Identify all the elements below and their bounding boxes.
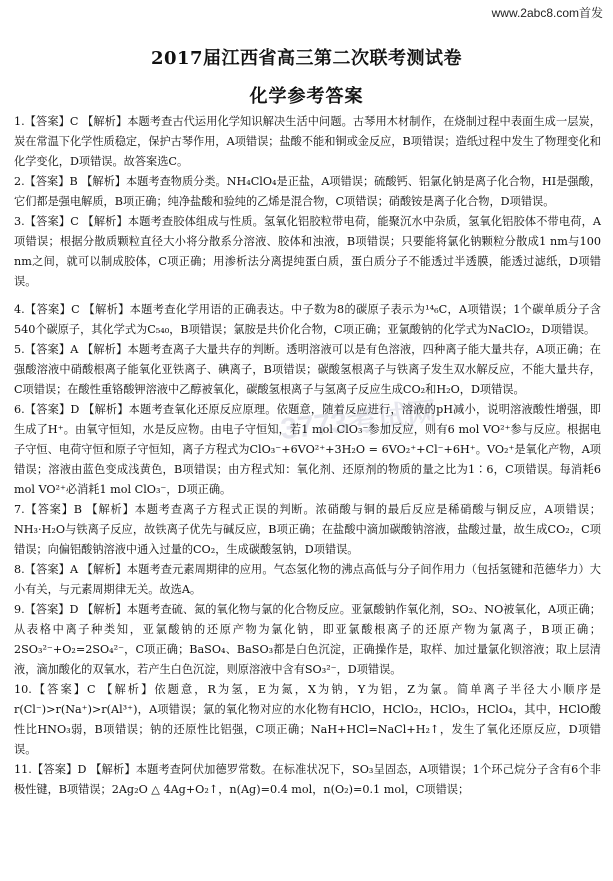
- answer-item-6: 6.【答案】D 【解析】本题考查氧化还原反应原理。依题意，随着反应进行，溶液的pH减小，说明溶液酸性增强，即生成了H⁺。由氧守恒知，水是反应物。由电子守恒知，若1 mol ClO₃⁻参加反应，则有6 mol VO²⁺参与反应。根据电子守恒、电荷守恒和原子守恒知，离子方程式为ClO₃⁻+6VO²⁺+3H₂O = 6VO₂⁺+Cl⁻+6H⁺。VO₂⁺是氧化产物，A项错误；溶液由蓝色变成浅黄色，B项错误；由方程式知：氧化剂、还原剂的物质的量之比为1∶6，C项错误。每消耗6 mol VO²⁺必消耗1 mol ClO₃⁻，D项正确。: [14, 403, 601, 496]
- answer-item-1: 1.【答案】C 【解析】本题考查古代运用化学知识解决生活中问题。古琴用木材制作，在烧制过程中表面生成一层炭，炭在常温下化学性质稳定，保护古琴作用，A项错误；盐酸不能和铜或金反应，B项错误；造纸过程中发生了物理变化和化学变化，D项错误。故答案选C。: [14, 115, 601, 168]
- site-url: www.2abc8.com首发: [491, 6, 603, 20]
- document-subtitle: 化学参考答案: [249, 86, 364, 107]
- document-title: 2017届江西省高三第二次联考测试卷: [150, 48, 463, 69]
- answer-item-9: 9.【答案】D 【解析】本题考查硫、氮的氧化物与氯的化合物反应。亚氯酸钠作氧化剂，SO₂、NO被氧化，A项正确；从表格中离子种类知，亚氯酸钠的还原产物为氯化钠，即亚氯酸根离子的还原产物为氯离子，B项正确；2SO₃²⁻+O₂=2SO₄²⁻，C项正确；BaSO₄、BaSO₃都是白色沉淀，正确操作是，取样、加过量氯化钡溶液；取上层清液，滴加酸化的双氧水，若产生白色沉淀，则原溶液中含有SO₃²⁻，D项错误。: [14, 603, 601, 676]
- answer-item-10: 10.【答案】C 【解析】依题意，R为氢，E为氮，X为钠，Y为铝，Z为氯。简单离子半径大小顺序是r(Cl⁻)>r(Na⁺)>r(Al³⁺)，A项错误；氯的氧化物对应的水化物有HClO，HClO₂，HClO₃，HClO₄，其中，HClO酸性比HNO₃弱，B项错误；钠的还原性比铝强，C项正确；NaH+HCl=NaCl+H₂↑，发生了氧化还原反应，D项错误。: [14, 683, 601, 756]
- watermark: 3773考试网: [279, 396, 439, 447]
- answer-item-3: 3.【答案】C 【解析】本题考查胶体组成与性质。氢氧化铝胶粒带电荷，能聚沉水中杂质，氢氧化铝胶体不带电荷，A项错误；根据分散质颗粒直径大小将分散系分溶液、胶体和浊液，B项错误；只要能将氯化钠颗粒分散成1 nm与100 nm之间，就可以制成胶体，C项正确；用渗析法分离提纯蛋白质，蛋白质分子不能透过半透膜，能透过滤纸，D项错误。: [14, 215, 601, 288]
- answer-item-4: 4.【答案】C 【解析】本题考查化学用语的正确表达。中子数为8的碳原子表示为¹⁴₆C，A项错误；1个碳单质分子含540个碳原子，其化学式为C₅₄₀，B项错误；氯胺是共价化合物，C项正确；亚氯酸钠的化学式为NaClO₂，D项错误。: [14, 303, 601, 336]
- answer-item-5: 5.【答案】A 【解析】本题考查离子大量共存的判断。透明溶液可以是有色溶液，四种离子能大量共存，A项正确；在强酸溶液中硝酸根离子能氧化亚铁离子、碘离子，B项错误；碳酸氢根离子与铁离子发生双水解反应，不能大量共存，C项错误；在酸性重铬酸钾溶液中乙醇被氧化，碳酸氢根离子与氢离子反应生成CO₂和H₂O，D项错误。: [14, 343, 601, 396]
- answer-item-2: 2.【答案】B 【解析】本题考查物质分类。NH₄ClO₄是正盐，A项错误；硫酸钙、铝氯化钠是离子化合物，HI是强酸，它们都是强电解质，B项正确；纯净盐酸和验纯的乙烯是混合物，C项错误；硝酸铵是离子化合物，D项错误。: [14, 175, 601, 208]
- answer-list: [14, 112, 601, 800]
- answer-item-8: 8.【答案】A 【解析】本题考查元素周期律的应用。气态氢化物的沸点高低与分子间作用力（包括氢键和范德华力）大小有关，与元素周期律无关。故选A。: [14, 563, 601, 596]
- answer-item-11: 11.【答案】D 【解析】本题考查阿伏加德罗常数。在标准状况下，SO₃呈固态，A项错误；1个环己烷分子含有6个非极性键，B项错误；2Ag₂O △ 4Ag+O₂↑，n(Ag)=0.4 mol，n(O₂)=0.1 mol，C项错误；: [14, 763, 601, 796]
- answer-item-7: 7.【答案】B 【解析】本题考查离子方程式正误的判断。浓硝酸与铜的最后反应是稀硝酸与铜反应，A项错误；NH₃·H₂O与铁离子反应，故铁离子优先与碱反应，B项正确；在盐酸中滴加碳酸钠溶液，盐酸过量，故生成CO₂，C项错误；向偏铝酸钠溶液中通入过量的CO₂，生成碳酸氢钠，D项错误。: [14, 503, 601, 556]
